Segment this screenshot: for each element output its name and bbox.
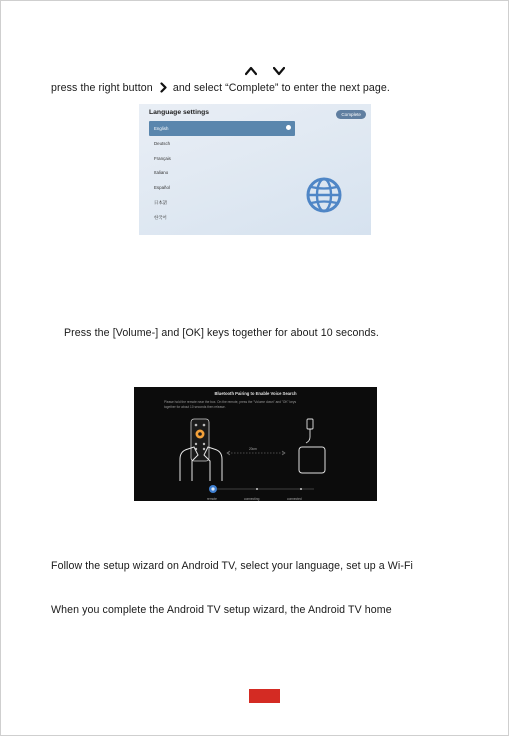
globe-icon (305, 176, 343, 214)
bluetooth-description: Please hold the remote near the box. On the remote, press the "Volume down" and "OK" keys (164, 400, 297, 404)
language-label: Deutsch (154, 140, 171, 146)
language-list (149, 121, 295, 225)
language-label: Español (154, 185, 170, 191)
language-settings-title: Language settings (149, 109, 210, 116)
step-label: remote (207, 497, 217, 501)
language-item[interactable] (149, 136, 295, 151)
step-label: connected (287, 497, 302, 501)
instruction-text: and select “Complete” to enter the next page. (172, 82, 390, 94)
remote-hands-illustration (176, 415, 226, 483)
instruction-line-3: Follow the setup wizard on Android TV, select your language, set up a Wi-Fi (51, 560, 413, 572)
instruction-line-1 (51, 82, 390, 94)
bluetooth-pairing-screenshot (134, 387, 377, 501)
language-label: 日本語 (154, 199, 168, 205)
instruction-line-4: When you complete the Android TV setup wizard, the Android TV home (51, 604, 392, 616)
chevron-right-icon (160, 82, 167, 93)
language-item[interactable] (149, 165, 295, 180)
page-marker (249, 689, 280, 703)
chevron-up-icon (245, 66, 257, 76)
language-settings-screenshot (139, 104, 371, 235)
complete-button[interactable]: Complete (336, 110, 366, 119)
language-item[interactable] (149, 121, 295, 136)
tv-box-illustration (292, 417, 328, 475)
progress-track (208, 484, 318, 494)
language-item[interactable] (149, 195, 295, 210)
language-item[interactable] (149, 151, 295, 166)
language-item[interactable] (149, 210, 295, 225)
check-icon (286, 125, 291, 130)
language-label: Italiano (154, 170, 169, 176)
language-item[interactable] (149, 180, 295, 195)
bluetooth-title: Bluetooth Pairing to Enable Voice Search (214, 391, 297, 396)
distance-label: 20cm (249, 447, 257, 451)
arrow-keys (245, 66, 289, 76)
instruction-line-2: Press the [Volume-] and [OK] keys together for about 10 seconds. (64, 327, 379, 339)
step-label: connecting (244, 497, 260, 501)
language-label: 한국어 (154, 214, 167, 220)
instruction-text: press the right button (51, 82, 153, 94)
chevron-down-icon (273, 66, 285, 76)
bluetooth-description: together for about 10 seconds then release. (164, 405, 226, 409)
language-label: Français (154, 155, 171, 161)
language-label: English (154, 126, 169, 131)
